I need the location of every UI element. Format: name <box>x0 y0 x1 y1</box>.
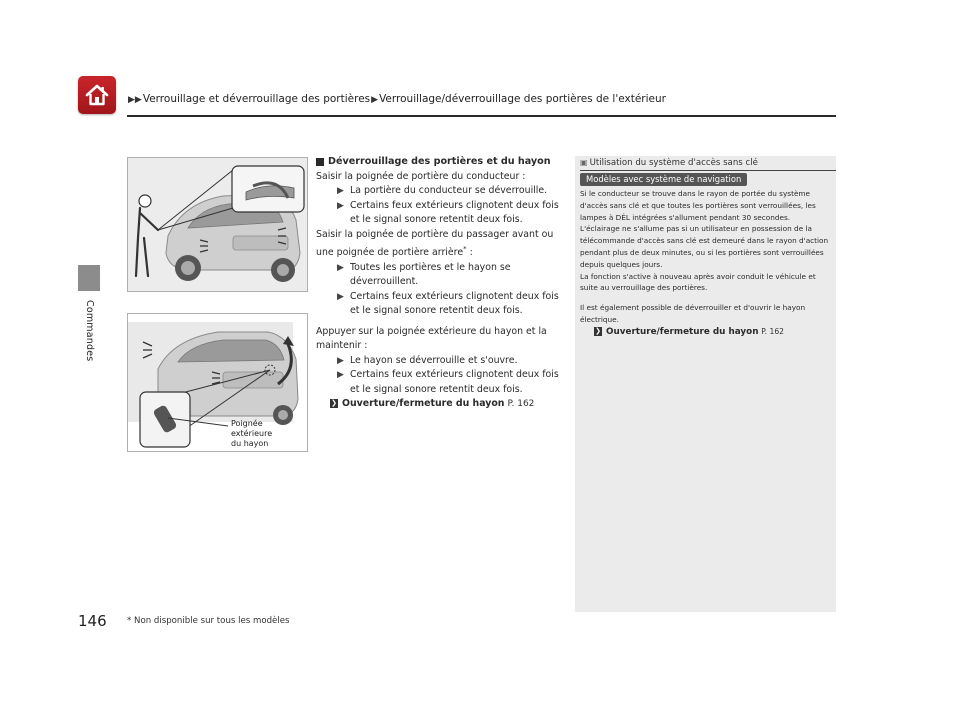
page-number: 146 <box>78 612 107 630</box>
arrow-right-icon: ▶ <box>337 200 344 211</box>
list-item-text: La portière du conducteur se déverrouille. <box>350 185 548 196</box>
passenger-intro <box>316 228 564 261</box>
list-item-text: Certains feux extérieurs clignotent deux fois et le signal sonore retentit deux fois. <box>350 369 559 395</box>
list-item <box>316 261 564 290</box>
note-paragraph: La fonction s'active à nouveau après avoir conduit le véhicule et suite au verrouillage des portières. <box>580 271 816 293</box>
arrow-right-icon: ▶ <box>337 262 344 273</box>
breadcrumb-link-2[interactable]: Verrouillage/déverrouillage des portières de l'extérieur <box>379 93 666 105</box>
section-title <box>316 155 564 170</box>
list-item <box>316 368 564 397</box>
tailgate-illustration <box>127 313 308 452</box>
arrow-right-icon: ▶ <box>337 355 344 366</box>
note-divider <box>580 170 836 171</box>
footnote-marker: * <box>463 245 467 253</box>
header-divider <box>127 115 836 117</box>
note-title <box>580 158 758 168</box>
home-button[interactable] <box>78 76 116 114</box>
ref-page[interactable]: P. 162 <box>761 326 784 336</box>
handle-label-line: du hayon <box>231 439 269 448</box>
list-item-text: Le hayon se déverrouille et s'ouvre. <box>350 354 518 366</box>
footnote: * Non disponible sur tous les modèles <box>127 616 290 626</box>
handle-label-line: extérieure <box>231 429 273 438</box>
breadcrumb-link-1[interactable]: Verrouillage et déverrouillage des portières <box>142 93 371 105</box>
square-bullet-icon <box>316 158 324 166</box>
tailgate-intro: Appuyer sur la poignée extérieure du hayon et la maintenir : <box>316 325 547 352</box>
ref-title[interactable]: Ouverture/fermeture du hayon <box>606 326 759 337</box>
arrow-right-icon: ▶ <box>337 370 344 381</box>
note-cross-reference-link[interactable] <box>580 326 830 339</box>
breadcrumb-arrow-icon: ▶ <box>371 95 379 105</box>
ref-title[interactable]: Ouverture/fermeture du hayon <box>342 398 505 410</box>
note-paragraph: L'éclairage ne s'allume pas si un utilisateur en possession de la télécommande d'accès sans clé est demeuré dans le rayon d'action pendant plus de deux minutes, ou si les portières sont verrouillées depuis quelques jours. <box>580 224 829 269</box>
list-item-text: Certains feux extérieurs clignotent deux fois et le signal sonore retentit deux fois. <box>350 199 559 225</box>
passenger-intro-text: Saisir la poignée de portière du passager avant ou une poignée de portière arrière <box>316 228 554 259</box>
section-title-text: Déverrouillage des portières et du hayon <box>328 156 551 167</box>
handle-callout-label <box>231 419 272 449</box>
arrow-right-icon: ▶ <box>337 291 344 302</box>
cross-reference-link[interactable] <box>316 397 564 412</box>
model-badge: Modèles avec système de navigation <box>580 173 747 186</box>
note-body <box>580 188 830 339</box>
passenger-intro-colon: : <box>466 247 473 259</box>
section-tab[interactable] <box>78 265 100 291</box>
list-item <box>316 199 564 228</box>
breadcrumb-arrow-icon: ▶▶ <box>128 95 142 105</box>
list-item <box>316 184 564 199</box>
driver-door-illustration <box>127 157 308 292</box>
ref-page[interactable]: P. 162 <box>507 399 535 410</box>
main-content <box>316 155 564 412</box>
driver-intro: Saisir la poignée de portière du conducteur : <box>316 170 526 182</box>
note-marker-icon: ▣ <box>580 158 588 167</box>
list-item-text: Toutes les portières et le hayon se déverrouillent. <box>350 261 511 288</box>
arrow-right-icon: ▶ <box>337 186 344 196</box>
list-item <box>316 354 564 369</box>
home-icon <box>83 81 111 109</box>
handle-label-line: Poignée <box>231 419 263 428</box>
section-label: Commandes <box>84 300 95 362</box>
note-paragraph: Si le conducteur se trouve dans le rayon de portée du système d'accès sans clé et que toutes les portières sont verrouillées, les lampes à DÉL intégrées s'allument pendant 30 secondes. <box>580 189 816 222</box>
list-item-text: Certains feux extérieurs clignotent deux fois et le signal sonore retentit deux fois. <box>350 290 559 317</box>
note-paragraph: Il est également possible de déverrouiller et d'ouvrir le hayon électrique. <box>580 303 806 324</box>
breadcrumb <box>127 93 666 105</box>
page-ref-icon: ❯ <box>331 399 337 408</box>
note-title-text: Utilisation du système d'accès sans clé <box>589 158 758 168</box>
list-item <box>316 290 564 319</box>
page-ref-icon: ❯ <box>595 326 601 335</box>
